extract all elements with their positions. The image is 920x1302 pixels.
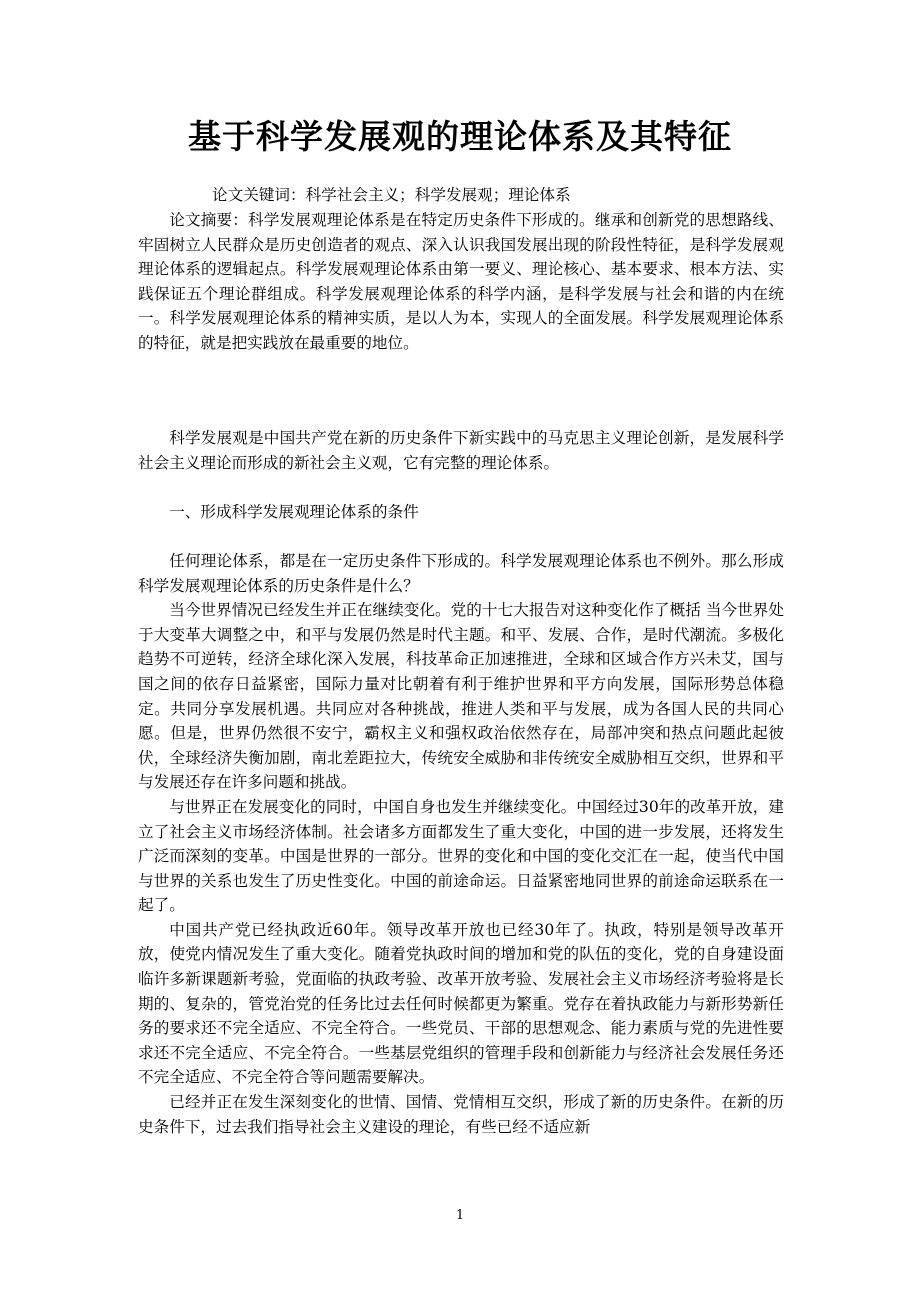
main-body [138,426,784,1139]
section-heading: 一、形成科学发展观理论体系的条件 [169,502,419,521]
body-paragraph: 已经并正在发生深刻变化的世情、国情、党情相互交织，形成了新的历史条件。在新的历史条件下，过去我们指导社会主义建设的理论，有些已经不适应新 [138,1093,784,1136]
body-paragraph: 当今世界情况已经发生并正在继续变化。党的十七大报告对这种变化作了概括 当今世界处于大变革大调整之中，和平与发展仍然是时代主题。和平、发展、合作，是时代潮流。多极化趋势不可逆转，经济全球化深入发展，科技革命正加速推进，全球和区域合作方兴未艾，国与国之间的依存日益紧密，国际力量对比朝着有利于维护世界和平方向发展，国际形势总体稳定。共同分享发展机遇。共同应对各种挑战，推进人类和平与发展，成为各国人民的共同心愿。但是，世界仍然很不安宁，霸权主义和强权政治依然存在，局部冲突和热点问题此起彼伏，全球经济失衡加剧，南北差距拉大，传统安全威胁和非传统安全威胁相互交织，世界和平与发展还存在许多问题和挑战。 [138,601,784,792]
abstract-block [138,208,784,356]
page-number: 1 [455,1208,465,1223]
body-paragraph: 中国共产党已经执政近60年。领导改革开放也已经30年了。执政，特别是领导改革开放，使党内情况发生了重大变化。随着党执政时间的增加和党的队伍的变化，党的自身建设面临许多新课题新考验，党面临的执政考验、改革开放考验、发展社会主义市场经济考验将是长期的、复杂的，管党治党的任务比过去任何时候都更为繁重。党存在着执政能力与新形势新任务的要求还不完全适应、不完全符合。一些党员、干部的思想观念、能力素质与党的先进性要求还不完全适应、不完全符合。一些基层党组织的管理手段和创新能力与经济社会发展任务还不完全适应、不完全符合等问题需要解决。 [138,920,784,1087]
abstract-paragraph: 论文摘要：科学发展观理论体系是在特定历史条件下形成的。继承和创新党的思想路线、牢固树立人民群众是历史创造者的观点、深入认识我国发展出现的阶段性特征，是科学发展观理论体系的逻辑起点。科学发展观理论体系由第一要义、理论核心、基本要求、根本方法、实践保证五个理论群组成。科学发展观理论体系的科学内涵，是科学发展与社会和谐的内在统一。科学发展观理论体系的精神实质，是以人为本，实现人的全面发展。科学发展观理论体系的特征，就是把实践放在最重要的地位。 [138,211,784,352]
keywords-line: 论文关键词：科学社会主义；科学发展观；理论体系 [212,186,571,204]
body-paragraph: 与世界正在发展变化的同时，中国自身也发生并继续变化。中国经过30年的改革开放，建立了社会主义市场经济体制。社会诸多方面都发生了重大变化，中国的进一步发展，还将发生广泛而深刻的变革。中国是世界的一部分。世界的变化和中国的变化交汇在一起，使当代中国与世界的关系也发生了历史性变化。中国的前途命运。日益紧密地同世界的前途命运联系在一起了。 [138,797,784,915]
document-title: 基于科学发展观的理论体系及其特征 [188,117,732,156]
intro-paragraph: 科学发展观是中国共产党在新的历史条件下新实践中的马克思主义理论创新，是发展科学社会主义理论而形成的新社会主义观，它有完整的理论体系。 [138,429,784,472]
body-paragraph: 任何理论体系，都是在一定历史条件下形成的。科学发展观理论体系也不例外。那么形成科学发展观理论体系的历史条件是什么？ [138,551,784,595]
